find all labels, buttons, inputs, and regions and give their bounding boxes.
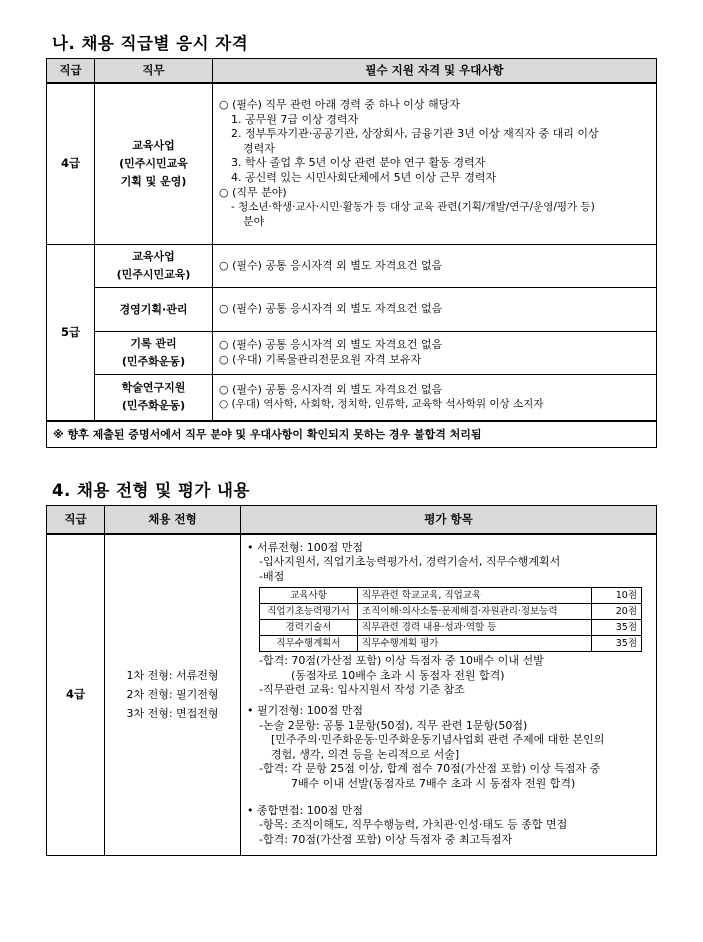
score-category: 교육사항 bbox=[260, 588, 358, 604]
job-label: (민주화운동) bbox=[121, 399, 186, 413]
requirement-line: ○ (우대) 역사학, 사회학, 정치학, 인류학, 교육학 석사학위 이상 소지자 bbox=[219, 398, 544, 411]
requirement-line: ○ (필수) 직무 관련 아래 경력 중 하나 이상 해당자 bbox=[219, 98, 460, 112]
job-label: 교육사업 bbox=[132, 138, 175, 152]
requirement-line: ○ (필수) 공통 응시자격 외 별도 자격요건 없음 bbox=[219, 338, 443, 352]
requirement-line: 3. 학사 졸업 후 5년 이상 관련 분야 연구 활동 경력자 bbox=[231, 156, 486, 170]
table-row bbox=[47, 332, 657, 375]
score-category: 직업기초능력평가서 bbox=[260, 604, 358, 620]
header-job: 직무 bbox=[95, 59, 213, 83]
header-grade: 직급 bbox=[47, 506, 105, 534]
score-description: 직무관련 학교교육, 직업교육 bbox=[358, 588, 592, 604]
score-row bbox=[260, 636, 642, 652]
stages-cell bbox=[105, 534, 241, 856]
score-points: 35점 bbox=[592, 620, 642, 636]
table-header-row bbox=[47, 59, 657, 83]
evaluation-line: 7배수 이내 선발(동점자로 7배수 초과 시 동점자 전원 합격) bbox=[291, 777, 576, 791]
evaluation-line: -합격: 70점(가산점 포함) 이상 득점자 중 최고득점자 bbox=[259, 832, 513, 846]
score-row bbox=[260, 588, 642, 604]
requirement-line: ○ (필수) 공통 응시자격 외 별도 자격요건 없음 bbox=[219, 382, 443, 396]
score-points: 10점 bbox=[592, 588, 642, 604]
table-row bbox=[47, 245, 657, 288]
written-exam-title: • 필기전형: 100점 만점 bbox=[247, 704, 364, 718]
grade-cell: 4급 bbox=[47, 83, 95, 245]
job-cell bbox=[95, 83, 213, 245]
requirement-line: 분야 bbox=[243, 214, 265, 228]
requirement-line: 1. 공무원 7급 이상 경력자 bbox=[231, 112, 359, 126]
score-points: 35점 bbox=[592, 636, 642, 652]
evaluation-line: -항목: 조직이해도, 직무수행능력, 가치관·인성·태도 등 종합 면접 bbox=[259, 818, 568, 832]
evaluation-cell bbox=[241, 534, 657, 856]
evaluation-line: -합격: 각 문항 25점 이상, 합계 점수 70점(가산점 포함) 이상 득점자 중 bbox=[259, 762, 601, 776]
job-cell bbox=[95, 288, 213, 332]
header-requirements: 필수 지원 자격 및 우대사항 bbox=[213, 59, 657, 83]
requirement-line: ○ (우대) 기록물관리전문요원 자격 보유자 bbox=[219, 353, 422, 366]
evaluation-line: -입사지원서, 직업기초능력평가서, 경력기술서, 직무수행계획서 bbox=[259, 555, 561, 569]
table-row bbox=[47, 288, 657, 332]
job-label: (민주시민교육) bbox=[116, 268, 191, 281]
requirement-line: 2. 정부투자기관·공공기관, 상장회사, 금융기관 3년 이상 재직자 중 대리 이상 bbox=[231, 127, 599, 141]
document-screening-title: • 서류전형: 100점 만점 bbox=[247, 540, 364, 554]
note-row bbox=[47, 421, 657, 448]
job-label: 학술연구지원 bbox=[121, 381, 186, 395]
table-row bbox=[47, 534, 657, 856]
evaluation-line: 경험, 생각, 의견 등을 논리적으로 서술] bbox=[271, 747, 460, 761]
requirement-line: - 청소년·학생·교사·시민·활동가 등 대상 교육 관련(기획/개발/연구/운영/평가 등) bbox=[231, 201, 595, 214]
evaluation-line: -합격: 70점(가산점 포함) 이상 득점자 중 10배수 이내 선발 bbox=[259, 654, 544, 668]
job-label: (민주시민교육 bbox=[119, 156, 188, 170]
job-cell bbox=[95, 375, 213, 421]
stage-item: 2차 전형: 필기전형 bbox=[126, 688, 219, 702]
header-stage: 채용 전형 bbox=[105, 506, 241, 534]
score-description: 조직이해·의사소통·문제해결·자원관리·정보능력 bbox=[358, 604, 592, 620]
interview-title: • 종합면접: 100점 만점 bbox=[247, 803, 364, 817]
score-row bbox=[260, 620, 642, 636]
header-grade: 직급 bbox=[47, 59, 95, 83]
evaluation-line: [민주주의·민주화운동·민주화운동기념사업회 관련 주제에 대한 본인의 bbox=[271, 733, 605, 747]
requirement-line: 4. 공신력 있는 시민사회단체에서 5년 이상 근무 경력자 bbox=[231, 171, 497, 185]
header-evaluation: 평가 항목 bbox=[241, 506, 657, 534]
table-row bbox=[47, 375, 657, 421]
score-description: 직무관련 경력 내용·성과·역할 등 bbox=[358, 620, 592, 636]
job-label: 기획 및 운영) bbox=[120, 174, 187, 188]
job-label: 교육사업 bbox=[132, 250, 175, 263]
grade-cell: 5급 bbox=[47, 245, 95, 421]
requirements-cell bbox=[213, 245, 657, 288]
evaluation-line: -직무관련 교육: 입사지원서 작성 기준 참조 bbox=[259, 683, 465, 697]
requirement-line: ○ (직무 분야) bbox=[219, 185, 287, 199]
section-title-qualifications: 나. 채용 직급별 응시 자격 bbox=[52, 34, 249, 53]
requirements-cell bbox=[213, 288, 657, 332]
section-title-evaluation: 4. 채용 전형 및 평가 내용 bbox=[52, 481, 250, 500]
score-table bbox=[259, 587, 642, 652]
evaluation-line: (동점자로 10배수 초과 시 동점자 전원 합격) bbox=[291, 668, 505, 682]
table-row bbox=[47, 83, 657, 245]
score-category: 경력기술서 bbox=[260, 620, 358, 636]
score-points: 20점 bbox=[592, 604, 642, 620]
job-label: 기록 관리 bbox=[130, 337, 177, 350]
job-label: 경영기획·관리 bbox=[119, 302, 188, 316]
disqualification-note: ※ 향후 제출된 증명서에서 직무 분야 및 우대사항이 확인되지 못하는 경우 불합격 처리됨 bbox=[47, 421, 657, 448]
score-category: 직무수행계획서 bbox=[260, 636, 358, 652]
job-cell bbox=[95, 245, 213, 288]
requirement-line: 경력자 bbox=[243, 141, 275, 155]
job-label: (민주화운동) bbox=[121, 355, 186, 368]
score-row bbox=[260, 604, 642, 620]
requirements-cell bbox=[213, 332, 657, 375]
score-description: 직무수행계획 평가 bbox=[358, 636, 592, 652]
qualifications-table bbox=[46, 58, 657, 448]
requirement-line: ○ (필수) 공통 응시자격 외 별도 자격요건 없음 bbox=[219, 302, 443, 316]
evaluation-line: -배점 bbox=[259, 569, 285, 583]
job-cell bbox=[95, 332, 213, 375]
stage-item: 3차 전형: 면접전형 bbox=[126, 707, 219, 721]
evaluation-line: -논술 2문항: 공통 1문항(50점), 직무 관련 1문항(50점) bbox=[259, 718, 528, 732]
table-header-row bbox=[47, 506, 657, 534]
requirements-cell bbox=[213, 83, 657, 245]
requirements-cell bbox=[213, 375, 657, 421]
evaluation-table bbox=[46, 505, 657, 856]
requirement-line: ○ (필수) 공통 응시자격 외 별도 자격요건 없음 bbox=[219, 258, 443, 272]
grade-cell: 4급 bbox=[47, 534, 105, 856]
stage-item: 1차 전형: 서류전형 bbox=[126, 669, 219, 683]
